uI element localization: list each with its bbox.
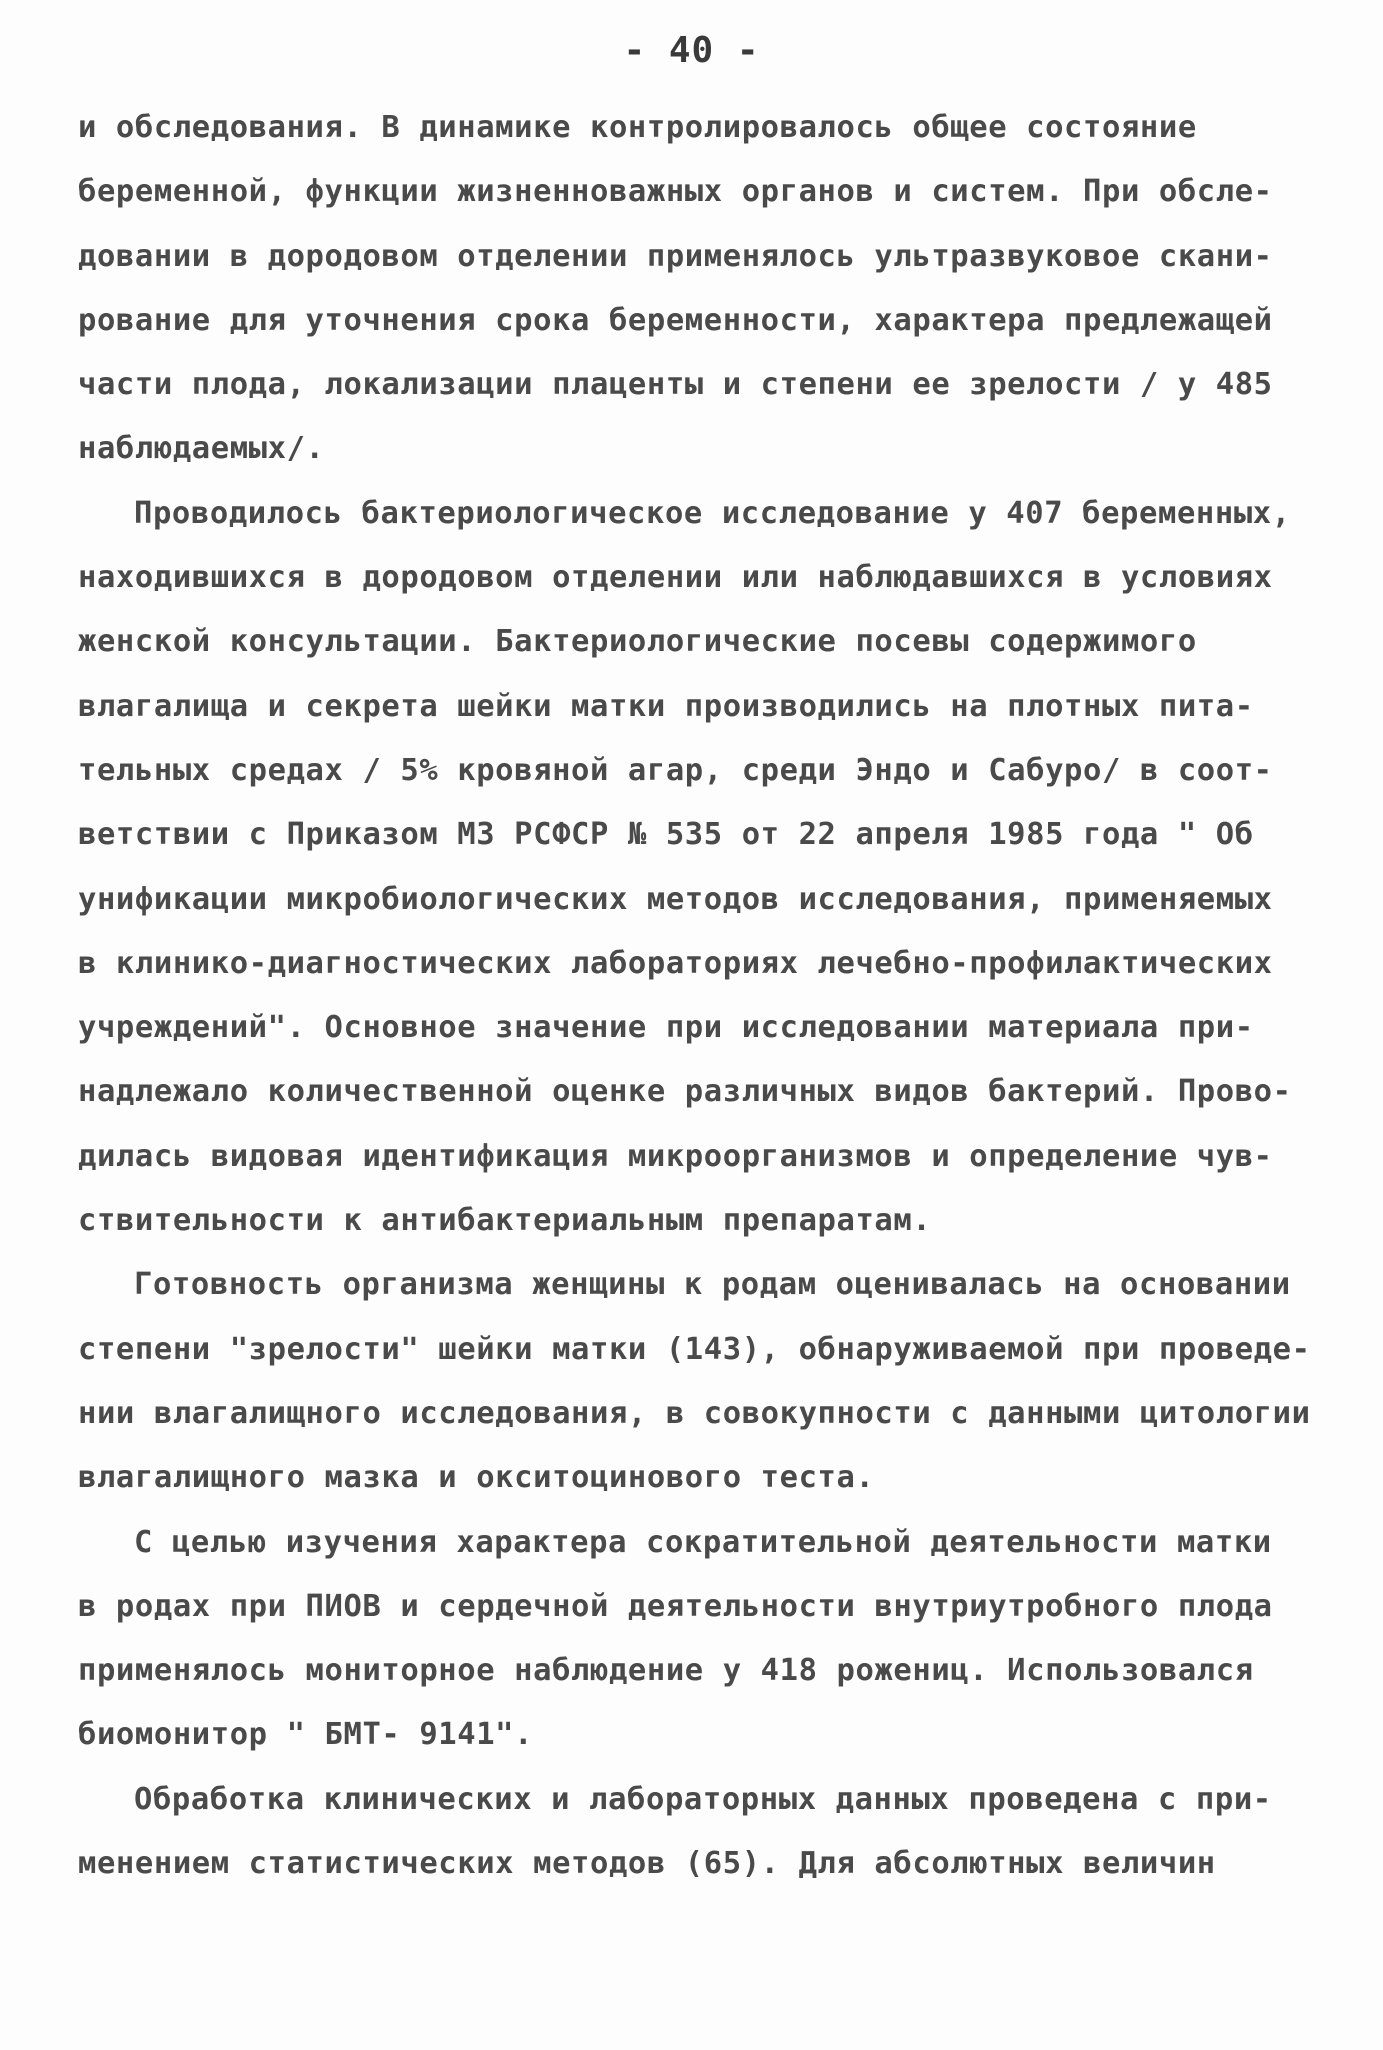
text-line: влагалищного мазка и окситоцинового теста. <box>78 1460 875 1496</box>
text-line: биомонитор " БМТ- 9141". <box>78 1717 534 1753</box>
text-line: Обработка клинических и лабораторных данных проведена с при- <box>134 1781 1272 1817</box>
text-line: находившихся в дородовом отделении или наблюдавшихся в условиях <box>78 560 1273 596</box>
text-line: женской консультации. Бактериологические посевы содержимого <box>78 624 1197 660</box>
text-line: наблюдаемых/. <box>78 431 325 467</box>
text-line: учреждений". Основное значение при исследовании материала при- <box>78 1010 1254 1046</box>
text-line: степени "зрелости" шейки матки (143), обнаруживаемой при проведе- <box>78 1331 1311 1367</box>
text-line: части плода, локализации плаценты и степени ее зрелости / у 485 <box>78 367 1273 403</box>
text-line: унификации микробиологических методов исследования, применяемых <box>78 881 1273 917</box>
text-line: С целью изучения характера сократительной деятельности матки <box>134 1524 1272 1560</box>
text-line: нии влагалищного исследования, в совокупности с данными цитологии <box>78 1395 1311 1431</box>
text-line: ствительности к антибактериальным препаратам. <box>78 1203 932 1239</box>
text-line: менением статистических методов (65). Для абсолютных величин <box>78 1846 1216 1882</box>
text-line: в родах при ПИОВ и сердечной деятельности внутриутробного плода <box>78 1588 1273 1624</box>
text-line: ветствии с Приказом МЗ РСФСР № 535 от 22 апреля 1985 года " Об <box>78 817 1254 853</box>
text-line: применялось мониторное наблюдение у 418 рожениц. Использовался <box>78 1653 1254 1689</box>
text-line: надлежало количественной оценке различных видов бактерий. Прово- <box>78 1074 1292 1110</box>
document-body <box>78 96 1318 1896</box>
text-line: беременной, функции жизненноважных органов и систем. При обсле- <box>78 174 1273 210</box>
text-line: в клинико-диагностических лабораториях лечебно-профилактических <box>78 945 1273 981</box>
text-line: рование для уточнения срока беременности, характера предлежащей <box>78 302 1273 338</box>
text-line: тельных средах / 5% кровяной агар, среди Эндо и Сабуро/ в соот- <box>78 752 1273 788</box>
text-line: довании в дородовом отделении применялось ультразвуковое скани- <box>78 238 1273 274</box>
text-line: Готовность организма женщины к родам оценивалась на основании <box>134 1267 1291 1303</box>
page-number: - 40 - <box>623 30 760 71</box>
text-line: влагалища и секрета шейки матки производились на плотных пита- <box>78 688 1254 724</box>
text-line: дилась видовая идентификация микроорганизмов и определение чув- <box>78 1138 1273 1174</box>
text-line: Проводилось бактериологическое исследование у 407 беременных, <box>134 495 1291 531</box>
text-line: и обследования. В динамике контролировалось общее состояние <box>78 110 1197 145</box>
